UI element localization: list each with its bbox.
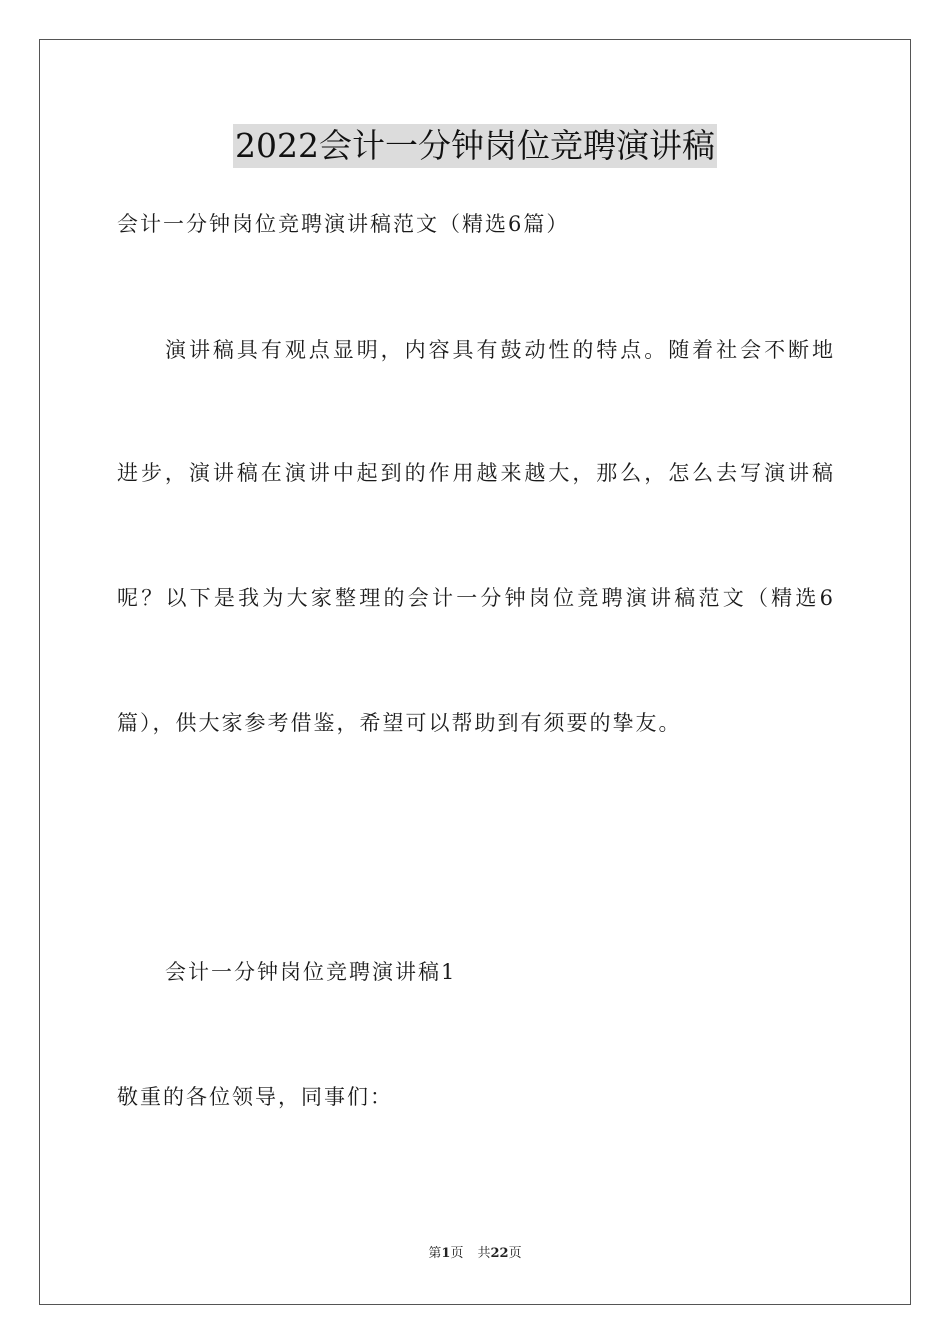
footer-page-suffix: 页 <box>450 1246 464 1261</box>
document-title: 2022会计一分钟岗位竞聘演讲稿 <box>233 124 717 168</box>
greeting: 敬重的各位领导，同事们： <box>117 1085 393 1109</box>
footer-total-pages: 22 <box>490 1246 509 1261</box>
intro-line-3: 呢？以下是我为大家整理的会计一分钟岗位竞聘演讲稿范文（精选6 <box>117 586 833 610</box>
intro-line-4: 篇），供大家参考借鉴，希望可以帮助到有须要的挚友。 <box>117 711 682 735</box>
page-footer <box>0 1245 950 1263</box>
section-heading: 会计一分钟岗位竞聘演讲稿1 <box>165 960 457 984</box>
footer-total-suffix: 页 <box>508 1246 522 1261</box>
intro-line-2: 进步，演讲稿在演讲中起到的作用越来越大，那么，怎么去写演讲稿 <box>117 461 833 485</box>
intro-line-1: 演讲稿具有观点显明，内容具有鼓动性的特点。随着社会不断地 <box>165 338 833 362</box>
title-container <box>0 124 950 168</box>
footer-page-prefix: 第 <box>428 1246 442 1261</box>
footer-total-prefix: 共 <box>477 1246 491 1261</box>
document-subtitle: 会计一分钟岗位竞聘演讲稿范文（精选6篇） <box>117 212 570 236</box>
footer-page-number: 1 <box>441 1246 451 1261</box>
